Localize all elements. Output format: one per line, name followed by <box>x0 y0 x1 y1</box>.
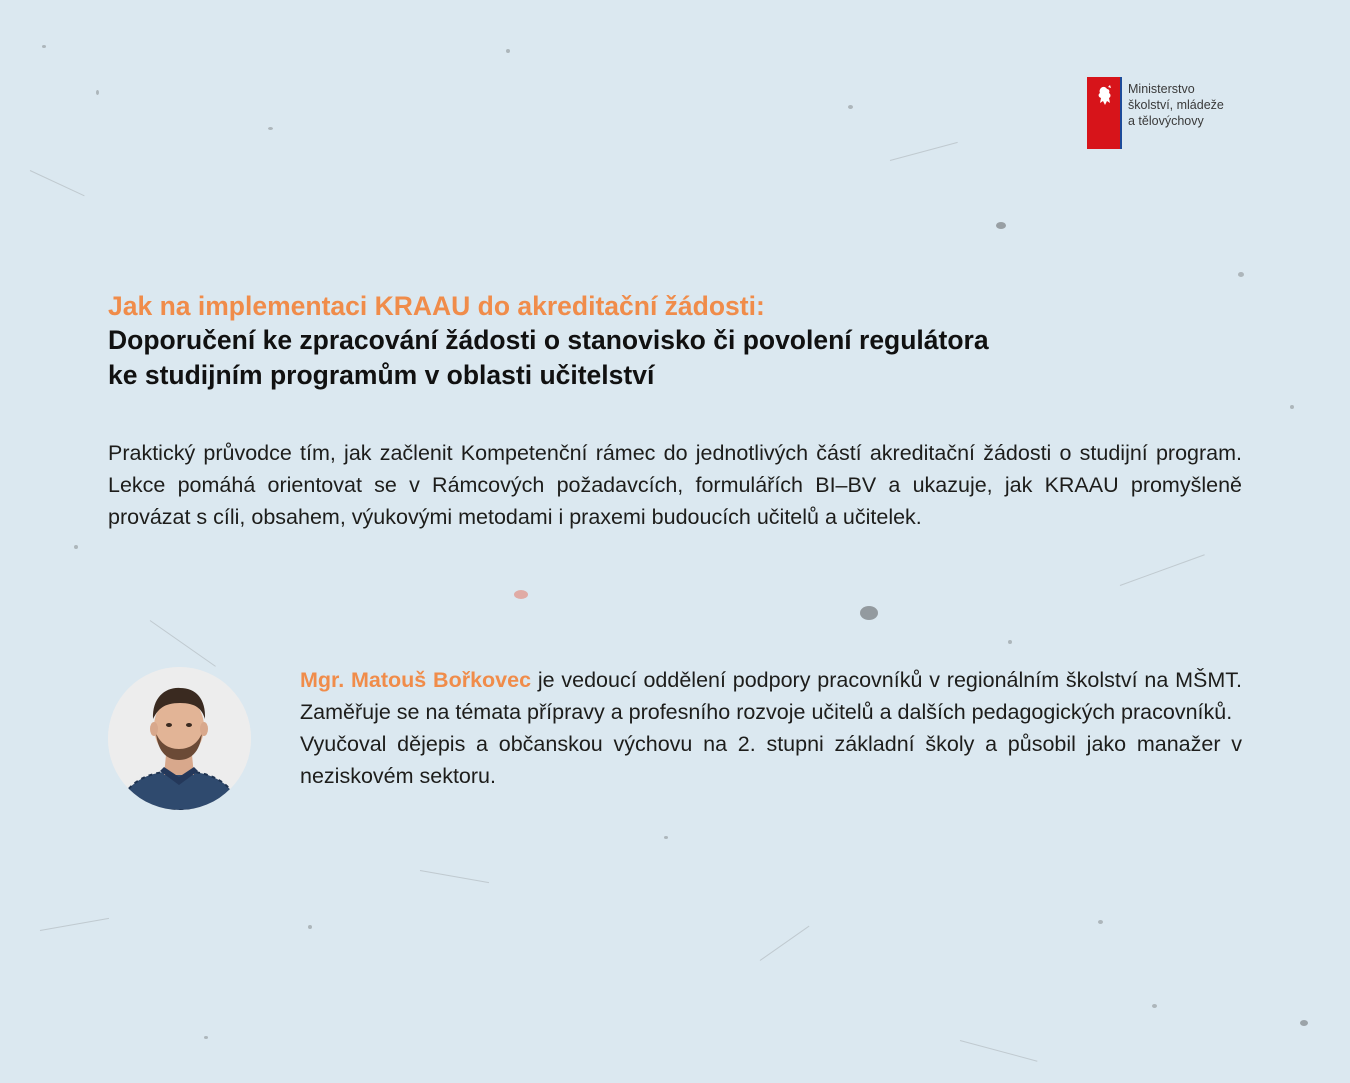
logo-line-1: Ministerstvo <box>1128 82 1195 96</box>
flag-emblem <box>1087 77 1122 149</box>
intro-paragraph: Praktický průvodce tím, jak začlenit Kompetenční rámec do jednotlivých částí akreditační žádosti o studijní program. Lekce pomáhá orientovat se v Rámcových požadavcích, formulářích BI–BV a ukazuje, jak KRAAU promyšleně provázat s cíli, obsahem, výukovými metodami i praxemi budoucích učitelů a učitelek. <box>108 441 1242 529</box>
headline <box>108 290 1248 393</box>
logo-wordmark <box>1128 81 1224 129</box>
msmt-logo <box>1087 77 1257 150</box>
author-bio <box>300 664 1242 792</box>
author-bio-paragraph-2: Vyučoval dějepis a občanskou výchovu na 2. stupni základní školy a působil jako manažer v neziskovém sektoru. <box>300 732 1242 788</box>
author-name: Mgr. Matouš Bořkovec <box>300 668 532 692</box>
logo-line-3: a tělovýchovy <box>1128 114 1204 128</box>
author-bio-text: je vedoucí oddělení podpory pracovníků v regionálním školství na MŠMT. Zaměřuje se na témata přípravy a profesního rozvoje učitelů a dalších pedagogických pracovníků. <box>300 668 1242 724</box>
headline-orange: Jak na implementaci KRAAU do akreditační žádosti: <box>108 291 765 321</box>
lion-icon <box>1095 85 1115 107</box>
headline-subtitle-line-2: ke studijním programům v oblasti učitelství <box>108 360 655 390</box>
headline-subtitle-line-1: Doporučení ke zpracování žádosti o stanovisko či povolení regulátora <box>108 325 989 355</box>
author-bio-paragraph-1 <box>300 664 1242 728</box>
author-photo <box>108 667 251 810</box>
logo-line-2: školství, mládeže <box>1128 98 1224 112</box>
